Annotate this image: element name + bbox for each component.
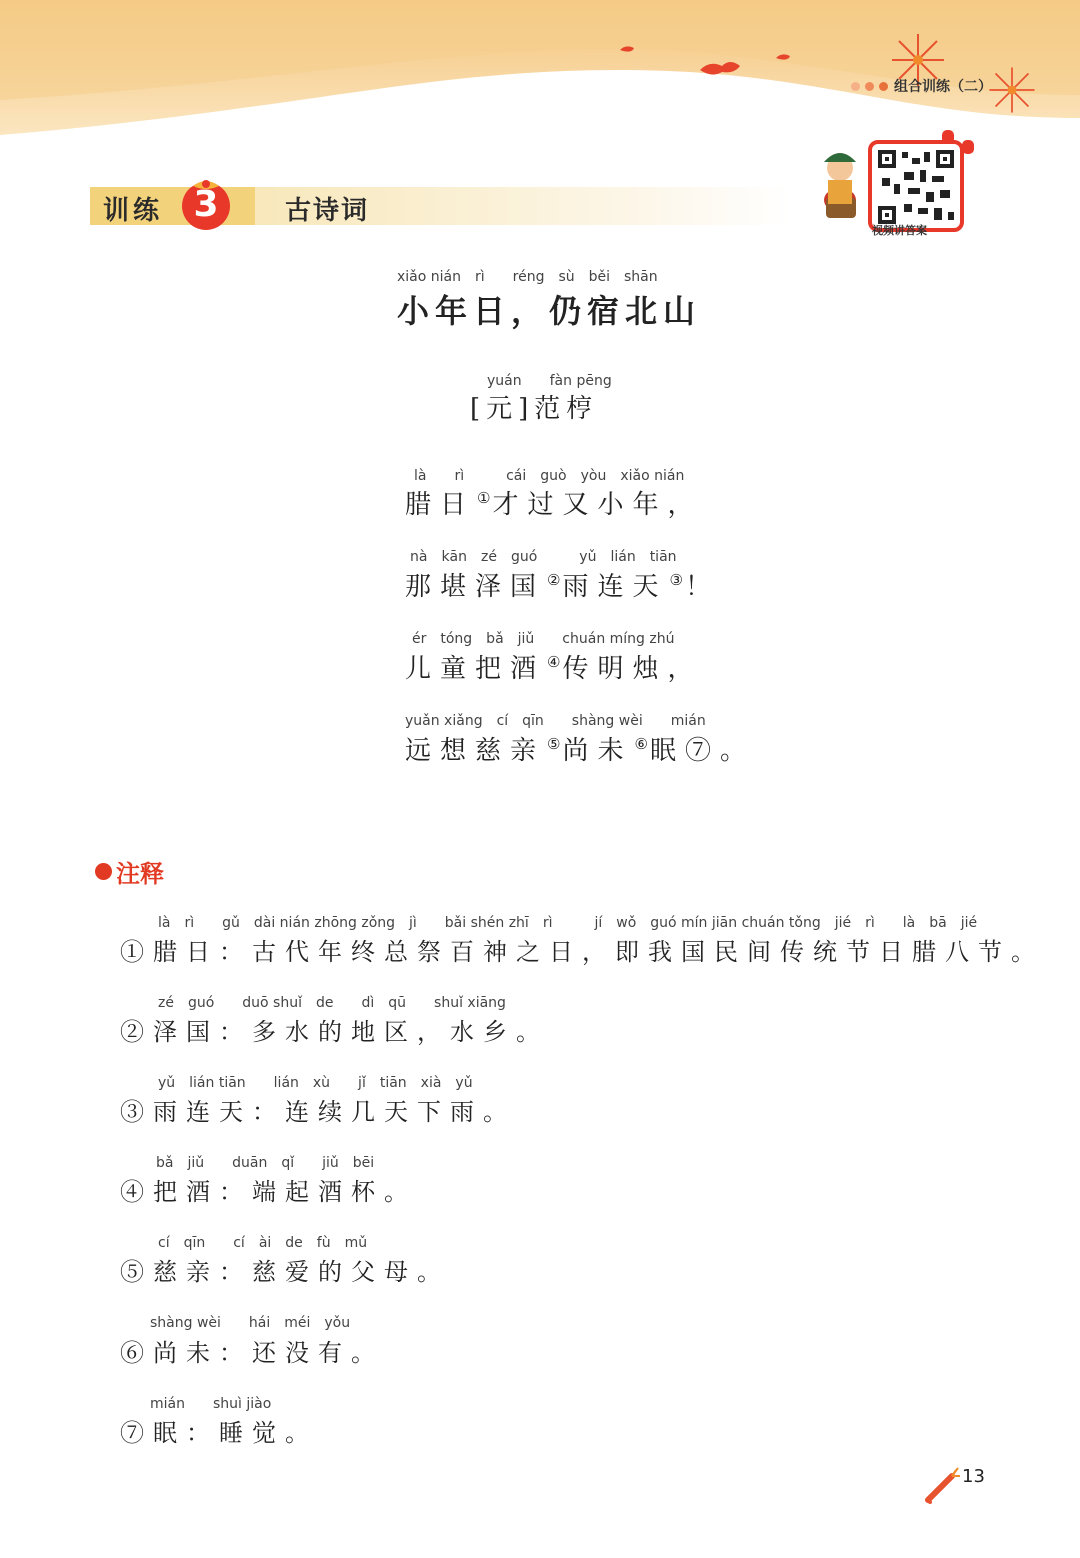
note-pinyin: shàng wèi hái méi yǒu: [150, 1315, 351, 1331]
note-pinyin: bǎ jiǔ duān qǐ jiǔ bēi: [156, 1155, 375, 1171]
poem-title: 小年日，仍宿北山: [397, 292, 702, 330]
section-number: 3: [193, 184, 219, 225]
poem-title-pinyin: xiǎo nián rì réng sù běi shān: [397, 269, 658, 285]
note-item: ③雨连天：连续几天下雨。: [120, 1098, 516, 1126]
poem-line-pinyin: yuǎn xiǎng cí qīn shàng wèi mián: [405, 713, 706, 729]
note-item: ⑤慈亲：慈爱的父母。: [120, 1258, 450, 1286]
series-title-text: 组合训练（二）: [894, 79, 992, 95]
poem-line-pinyin: ér tóng bǎ jiǔ chuán míng zhú: [412, 631, 675, 647]
decorative-dots-icon: [851, 82, 888, 91]
note-item: ⑥尚未：还没有。: [120, 1339, 384, 1367]
note-pinyin: là rì gǔ dài nián zhōng zǒng jì bǎi shén zhī rì jí wǒ guó mín jiān chuán tǒng jié rì là bā jié: [158, 915, 978, 931]
note-pinyin: mián shuì jiào: [150, 1396, 272, 1412]
poem-line-pinyin: nà kān zé guó yǔ lián tiān: [410, 549, 677, 565]
note-marker: ②: [547, 571, 561, 589]
qr-caption: 视频讲答案: [872, 224, 927, 237]
author-pinyin: yuán fàn pēng: [487, 373, 612, 389]
note-marker: ③: [669, 571, 683, 589]
note-pinyin: cí qīn cí ài de fù mǔ: [158, 1235, 368, 1251]
poem-line: 儿童把酒 ④传明烛，: [405, 653, 703, 684]
poem-line: 腊日 ①才过又小年，: [405, 489, 703, 520]
firecracker-icon: [922, 1466, 962, 1506]
note-marker: ④: [547, 653, 561, 671]
poem-line-pinyin: là rì cái guò yòu xiǎo nián: [414, 468, 685, 484]
poem-author: [元]范梈: [470, 394, 599, 424]
page-number: 13: [962, 1466, 985, 1487]
section-title: 古诗词: [285, 196, 370, 226]
note-marker: ①: [477, 489, 491, 507]
notes-heading: 注释: [95, 854, 164, 889]
poem-line: 远想慈亲 ⑤尚未 ⑥眠⑦。: [405, 735, 755, 766]
firework-icon: [986, 64, 1038, 116]
series-title: [851, 76, 992, 96]
note-marker: ⑤: [547, 735, 561, 753]
poem-line: 那堪泽国 ②雨连天 ③！: [405, 571, 720, 602]
note-item: ④把酒：端起酒杯。: [120, 1178, 417, 1206]
note-marker: ⑥: [634, 735, 648, 753]
bullet-dot-icon: [95, 863, 112, 880]
note-item: ①腊日：古代年终总祭百神之日，即我国民间传统节日腊八节。: [120, 938, 1044, 966]
note-item: ②泽国：多水的地区，水乡。: [120, 1018, 549, 1046]
note-item: ⑦眠：睡觉。: [120, 1419, 318, 1447]
note-pinyin: yǔ lián tiān lián xù jǐ tiān xià yǔ: [158, 1075, 473, 1091]
train-label: 训练: [103, 196, 164, 226]
note-pinyin: zé guó duō shuǐ de dì qū shuǐ xiāng: [158, 995, 506, 1011]
